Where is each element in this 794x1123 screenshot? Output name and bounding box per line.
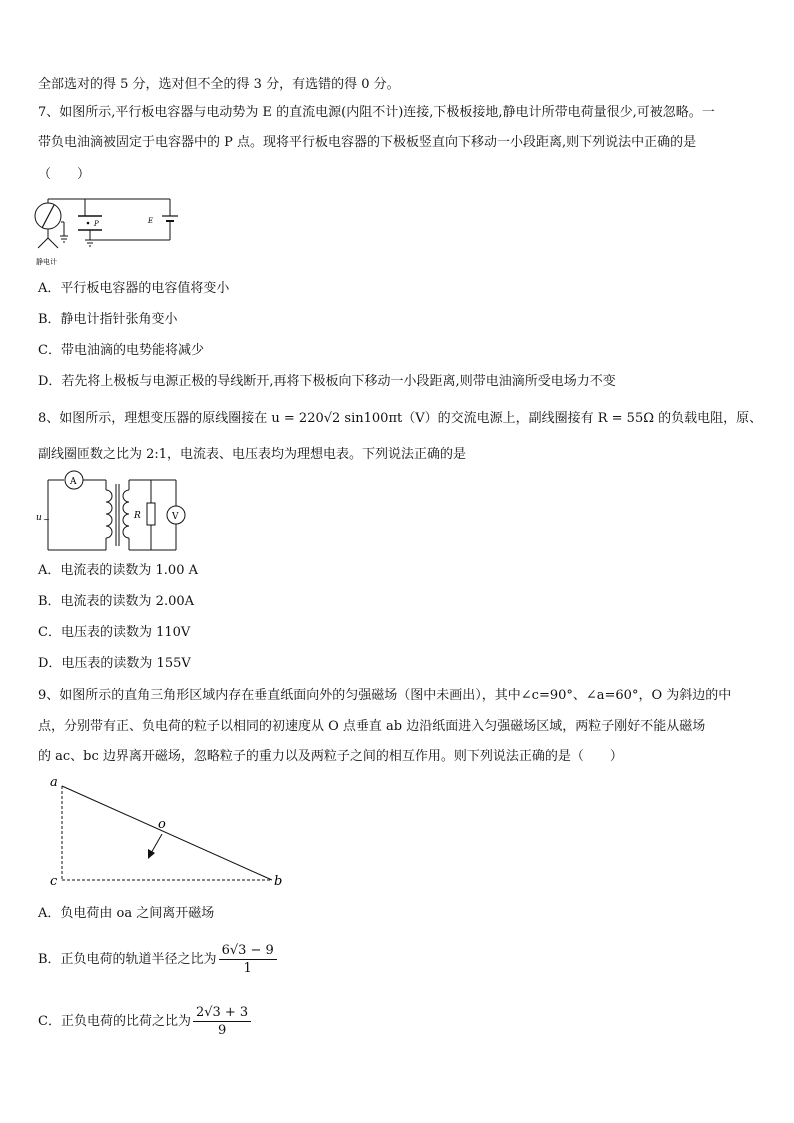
velocity-arrowhead-icon: [148, 849, 155, 859]
primary-coil: [106, 490, 112, 538]
vertex-b-label: b: [274, 874, 283, 889]
q9-triangle-figure: [44, 772, 290, 892]
q7-stem-line1: 7、如图所示,平行板电容器与电动势为 E 的直流电源(内阻不计)连接,下极板接地,静电计所带电荷量很少,可被忽略。一: [38, 105, 715, 120]
point-o-label: o: [158, 817, 166, 832]
q9-option-b-text: B．正负电荷的轨道半径之比为: [38, 952, 217, 967]
resistor-r: [147, 503, 155, 525]
q8-transformer-figure: [36, 470, 192, 554]
intro-line: 全部选对的得 5 分，选对但不全的得 3 分，有选错的得 0 分。: [38, 77, 400, 92]
q7-option-a: A．平行板电容器的电容值将变小: [38, 281, 230, 296]
hypotenuse-ab: [62, 786, 272, 880]
q9-stem-line2: 点，分别带有正、负电荷的粒子以相同的初速度从 O 点垂直 ab 边沿纸面进入匀强磁场区域，两粒子刚好不能从磁场: [38, 719, 706, 734]
electroscope-caption: 静电计: [36, 258, 57, 266]
q9-option-c-fraction: [193, 1004, 251, 1039]
vertex-c-label: c: [50, 874, 58, 889]
secondary-coil: [123, 490, 129, 538]
source-tilde-icon: ~: [43, 515, 50, 524]
q9-option-a: A．负电荷由 oa 之间离开磁场: [38, 906, 215, 921]
q9-option-c-text: C．正负电荷的比荷之比为: [38, 1014, 191, 1029]
electroscope-needle: [42, 205, 54, 228]
vertex-a-label: a: [50, 775, 58, 790]
q9-option-b-denominator: 1: [243, 961, 252, 976]
q8-option-b: B．电流表的读数为 2.00A: [38, 594, 195, 609]
q7-option-d: D．若先将上极板与电源正极的导线断开,再将下极板向下移动一小段距离,则带电油滴所受电场力不变: [38, 374, 616, 389]
oil-drop-point: [87, 222, 90, 225]
q7-option-c: C．带电油滴的电势能将减少: [38, 343, 204, 358]
q8-stem-line2: 副线圈匝数之比为 2:1，电流表、电压表均为理想电表。下列说法正确的是: [38, 447, 467, 462]
source-u-label: u: [36, 513, 42, 523]
q7-option-b: B．静电计指针张角变小: [38, 312, 178, 327]
q7-answer-paren: （ ）: [38, 167, 91, 182]
point-p-label: P: [94, 220, 99, 228]
emf-e-label: E: [148, 217, 154, 225]
q8-stem-line1: 8、如图所示，理想变压器的原线圈接在 u = 220√2 sin100πt（V）的交流电源上，副线圈接有 R = 55Ω 的负载电阻，原、: [38, 411, 763, 426]
q9-option-c-numerator: 2√3 + 3: [193, 1004, 251, 1022]
q7-stem-line2: 带负电油滴被固定于电容器中的 P 点。现将平行板电容器的下极板竖直向下移动一小段距离,则下列说法中正确的是: [38, 135, 697, 150]
ammeter-label: A: [70, 477, 77, 487]
q9-stem-line3: 的 ac、bc 边界离开磁场，忽略粒子的重力以及两粒子之间的相互作用。则下列说法正确的是（ ）: [38, 749, 623, 764]
q9-option-c: [38, 1004, 251, 1039]
resistor-r-label: R: [134, 511, 141, 521]
q7-circuit-figure: [30, 196, 180, 270]
q9-option-b: [38, 942, 277, 977]
q8-option-c: C．电压表的读数为 110V: [38, 625, 191, 640]
q9-stem-line1: 9、如图所示的直角三角形区域内存在垂直纸面向外的匀强磁场（图中未画出），其中∠c=90°、∠a=60°，O 为斜边的中: [38, 688, 732, 703]
q8-option-d: D．电压表的读数为 155V: [38, 656, 191, 671]
voltmeter-label: V: [172, 512, 179, 522]
q9-option-b-numerator: 6√3 − 9: [219, 942, 277, 960]
q9-option-c-denominator: 9: [217, 1023, 227, 1038]
q8-option-a: A．电流表的读数为 1.00 A: [38, 563, 198, 578]
q9-option-b-fraction: [219, 942, 277, 977]
